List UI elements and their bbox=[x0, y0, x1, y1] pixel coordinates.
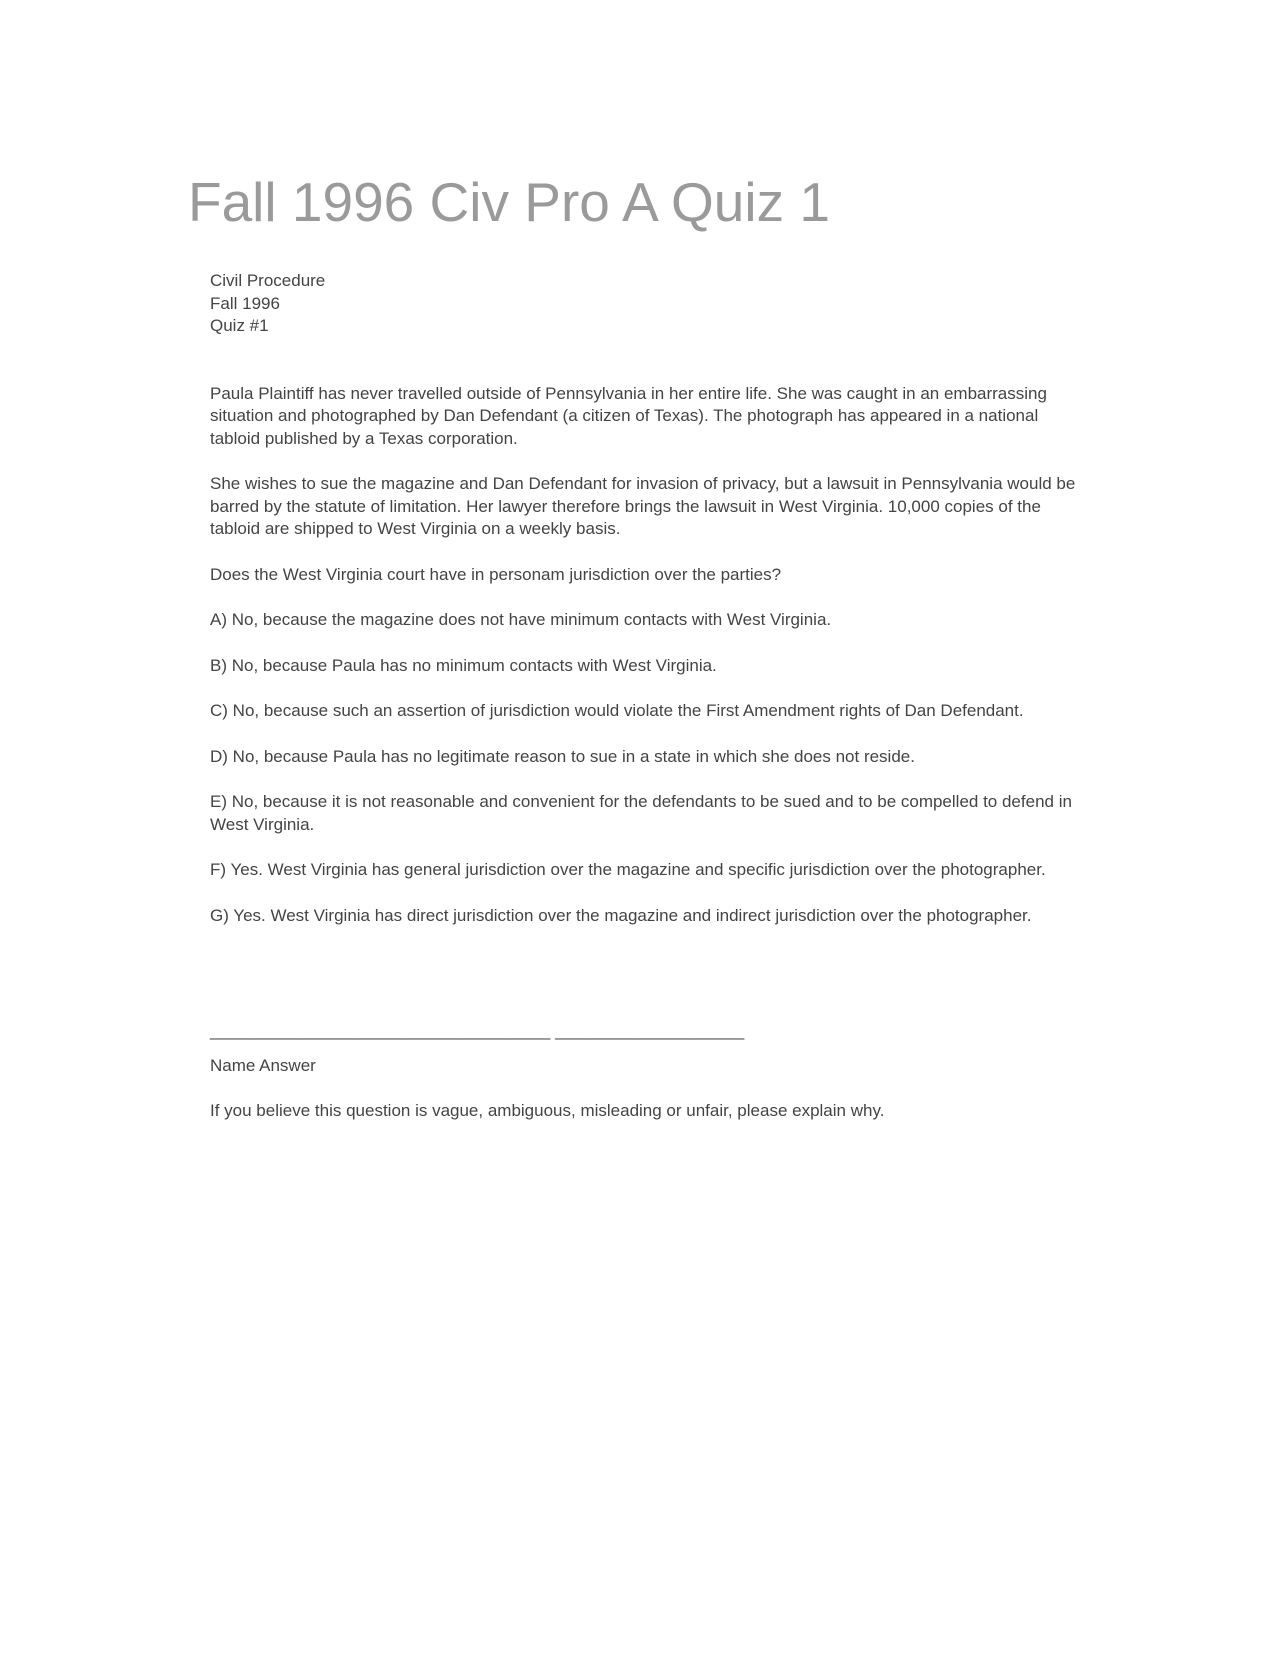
facts-paragraph-2: She wishes to sue the magazine and Dan Defendant for invasion of privacy, but a lawsuit in Pennsylvania would be barred by the statute of limitation. Her lawyer therefore brings the lawsuit in West Virginia. 10,000 copies of the tabloid are shipped to West Virginia on a weekly basis. bbox=[210, 474, 1076, 538]
answer-option-g: G) Yes. West Virginia has direct jurisdiction over the magazine and indirect jurisdiction over the photographer. bbox=[210, 905, 1032, 925]
name-answer-blank-lines: ____________________________________ ____________________ bbox=[210, 1021, 745, 1040]
term: Fall 1996 bbox=[210, 293, 280, 313]
quiz-content bbox=[210, 270, 1090, 1146]
page-title: Fall 1996 Civ Pro A Quiz 1 bbox=[188, 171, 830, 233]
answer-option-f: F) Yes. West Virginia has general jurisdiction over the magazine and specific jurisdiction over the photographer. bbox=[210, 860, 1046, 879]
answer-option-e: E) No, because it is not reasonable and convenient for the defendants to be sued and to be compelled to defend in West Virginia. bbox=[210, 792, 1072, 834]
quiz-number: Quiz #1 bbox=[210, 316, 269, 335]
quiz-header bbox=[210, 270, 1090, 338]
answer-option-b: B) No, because Paula has no minimum contacts with West Virginia. bbox=[210, 655, 717, 675]
answer-option-d: D) No, because Paula has no legitimate reason to sue in a state in which she does not reside. bbox=[210, 746, 915, 766]
name-answer-labels: Name Answer bbox=[210, 1055, 316, 1075]
question-text: Does the West Virginia court have in personam jurisdiction over the parties? bbox=[210, 564, 782, 584]
answer-option-c: C) No, because such an assertion of jurisdiction would violate the First Amendment rights of Dan Defendant. bbox=[210, 701, 1024, 720]
answer-option-a: A) No, because the magazine does not have minimum contacts with West Virginia. bbox=[210, 610, 832, 629]
feedback-prompt: If you believe this question is vague, ambiguous, misleading or unfair, please explain why. bbox=[210, 1101, 885, 1120]
course-name: Civil Procedure bbox=[210, 271, 326, 290]
facts-paragraph-1: Paula Plaintiff has never travelled outside of Pennsylvania in her entire life. She was caught in an embarrassing situation and photographed by Dan Defendant (a citizen of Texas). The photograph has appeared in a national tabloid published by a Texas corporation. bbox=[210, 383, 1047, 448]
